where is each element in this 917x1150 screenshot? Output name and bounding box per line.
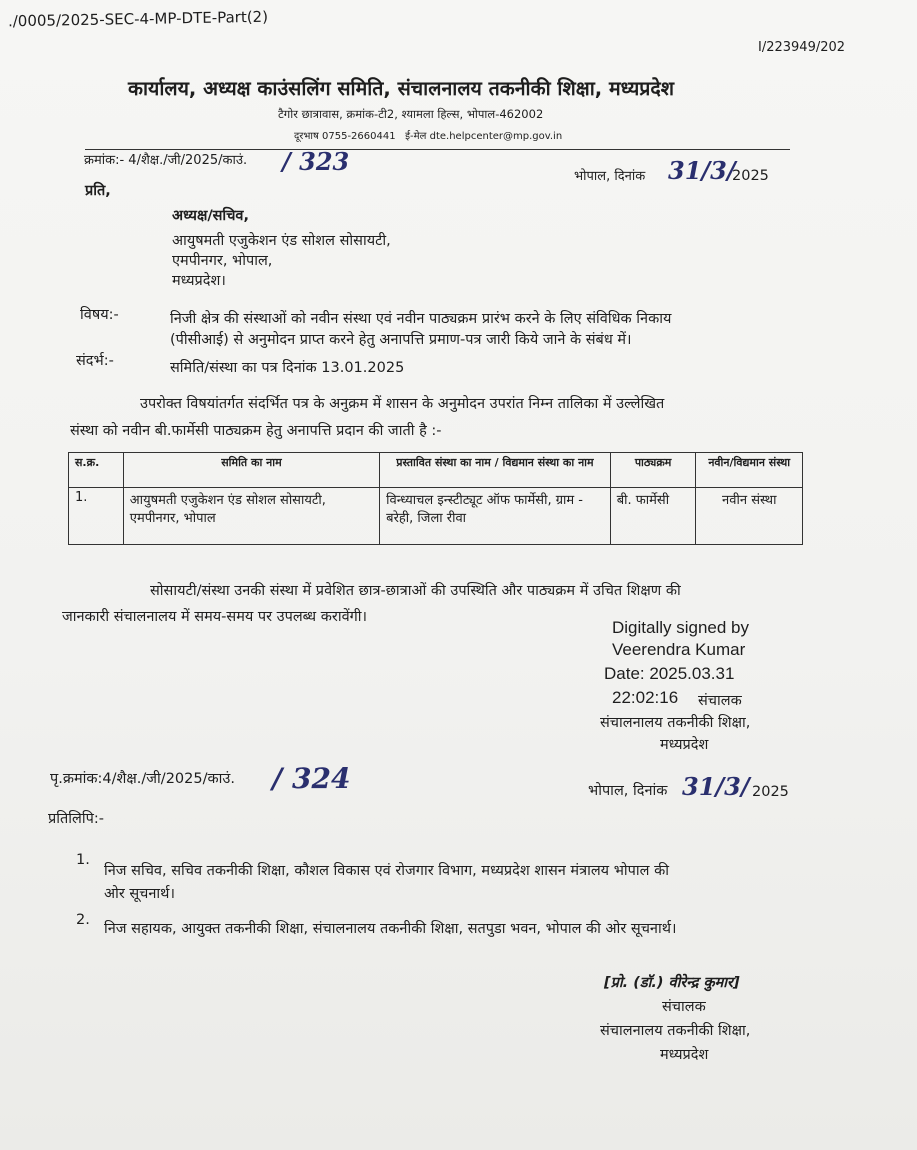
contact-line <box>294 128 562 142</box>
signatory-title: संचालक <box>662 999 706 1015</box>
to-label: प्रति, <box>85 183 111 199</box>
place-date-label: भोपाल, दिनांक <box>574 169 646 184</box>
table-row <box>69 488 803 545</box>
table-cell: विन्ध्याचल इन्स्टीट्यूट ऑफ फार्मेसी, ग्राम - बरेही, जिला रीवा <box>380 488 611 545</box>
body-paragraph-line: उपरोक्त विषयांतर्गत संदर्भित पत्र के अनुक्रम में शासन के अनुमोदन उपरांत निम्न तालिका में उल्लेखित <box>140 396 665 412</box>
column-header: नवीन/विद्यमान संस्था <box>696 453 803 488</box>
signatory-title: संचालक <box>698 693 742 709</box>
office-address: टैगोर छात्रावास, क्रमांक-टी2, श्यामला हिल्स, भोपाल-462002 <box>278 107 544 121</box>
date-year: 2025 <box>752 784 789 800</box>
date-year: 2025 <box>732 168 769 184</box>
reference-text: समिति/संस्था का पत्र दिनांक 13.01.2025 <box>170 360 405 376</box>
handwritten-date: 31/3/ <box>668 156 736 185</box>
column-header: प्रस्तावित संस्था का नाम / विद्यमान संस्था का नाम <box>380 453 611 488</box>
signatory-name: [प्रो. (डॉ.) वीरेन्द्र कुमार] <box>604 975 740 991</box>
handwritten-date: 31/3/ <box>682 772 750 801</box>
signatory-department: संचालनालय तकनीकी शिक्षा, <box>600 715 751 731</box>
body-paragraph-line: संस्था को नवीन बी.फार्मेसी पाठ्यक्रम हेतु अनापत्ति प्रदान की जाती है :- <box>70 423 442 439</box>
table-cell: 1. <box>69 488 124 545</box>
office-heading: कार्यालय, अध्यक्ष काउंसलिंग समिति, संचालनालय तकनीकी शिक्षा, मध्यप्रदेश <box>128 77 674 100</box>
file-reference: ./0005/2025-SEC-4-MP-DTE-Part(2) <box>7 7 269 31</box>
phone-label: दूरभाष <box>294 131 319 142</box>
table-cell: नवीन संस्था <box>696 488 803 545</box>
copy-item-line: निज सचिव, सचिव तकनीकी शिक्षा, कौशल विकास एवं रोजगार विभाग, मध्यप्रदेश शासन मंत्रालय भोपाल की <box>104 863 669 879</box>
copy-reference-number: पृ.क्रमांक:4/शैक्ष./जी/2025/काउं. <box>50 771 235 787</box>
column-header: स.क्र. <box>69 453 124 488</box>
copy-item-line: ओर सूचनार्थ। <box>104 886 175 902</box>
reference-number: क्रमांक:- 4/शैक्ष./जी/2025/काउं. <box>84 153 248 168</box>
digital-signature-line: 22:02:16 <box>612 688 679 707</box>
digital-signature-line: Veerendra Kumar <box>612 640 746 659</box>
digital-signature-line: Date: 2025.03.31 <box>604 664 735 683</box>
body-paragraph-line: सोसायटी/संस्था उनकी संस्था में प्रवेशित छात्र-छात्राओं की उपस्थिति और पाठ्यक्रम में उचित शिक्षण की <box>150 583 681 599</box>
addressee-line: एमपीनगर, भोपाल, <box>172 253 273 269</box>
body-paragraph-line: जानकारी संचालनालय में समय-समय पर उपलब्ध करावेंगी। <box>62 609 368 625</box>
phone-number: 0755-2660441 <box>322 131 396 142</box>
reference-label: संदर्भ:- <box>76 353 114 369</box>
addressee-title: अध्यक्ष/सचिव, <box>172 208 249 224</box>
document-number: I/223949/202 <box>758 40 846 55</box>
addressee-line: मध्यप्रदेश। <box>172 273 226 289</box>
email-address: dte.helpcenter@mp.gov.in <box>429 131 563 142</box>
signatory-state: मध्यप्रदेश <box>660 1047 709 1063</box>
subject-line: (पीसीआई) से अनुमोदन प्राप्त करने हेतु अनापत्ति प्रमाण-पत्र जारी किये जाने के संबंध में। <box>170 332 632 348</box>
subject-line: निजी क्षेत्र की संस्थाओं को नवीन संस्था एवं नवीन पाठ्यक्रम प्रारंभ करने के लिए संविधिक निकाय <box>170 311 672 327</box>
copy-item-number: 2. <box>76 912 90 928</box>
handwritten-number: / 323 <box>282 147 350 176</box>
copy-item-line: निज सहायक, आयुक्त तकनीकी शिक्षा, संचालनालय तकनीकी शिक्षा, सतपुडा भवन, भोपाल की ओर सूचनार्थ। <box>104 921 677 937</box>
handwritten-number: / 324 <box>272 762 351 795</box>
table-cell: बी. फार्मेसी <box>610 488 696 545</box>
digital-signature-line: Digitally signed by <box>612 618 750 637</box>
column-header: समिति का नाम <box>123 453 379 488</box>
subject-label: विषय:- <box>80 307 119 323</box>
signatory-department: संचालनालय तकनीकी शिक्षा, <box>600 1023 751 1039</box>
place-date-label: भोपाल, दिनांक <box>588 783 668 799</box>
column-header: पाठ्यक्रम <box>610 453 696 488</box>
copy-item-number: 1. <box>76 852 90 868</box>
table-cell: आयुषमती एजुकेशन एंड सोशल सोसायटी, एमपीनगर, भोपाल <box>123 488 379 545</box>
addressee-line: आयुषमती एजुकेशन एंड सोशल सोसायटी, <box>172 233 391 249</box>
signatory-state: मध्यप्रदेश <box>660 737 709 753</box>
table-header-row <box>69 453 803 488</box>
email-label: ई-मेल <box>405 131 427 142</box>
approval-table <box>68 452 803 545</box>
copy-label: प्रतिलिपि:- <box>48 811 104 827</box>
